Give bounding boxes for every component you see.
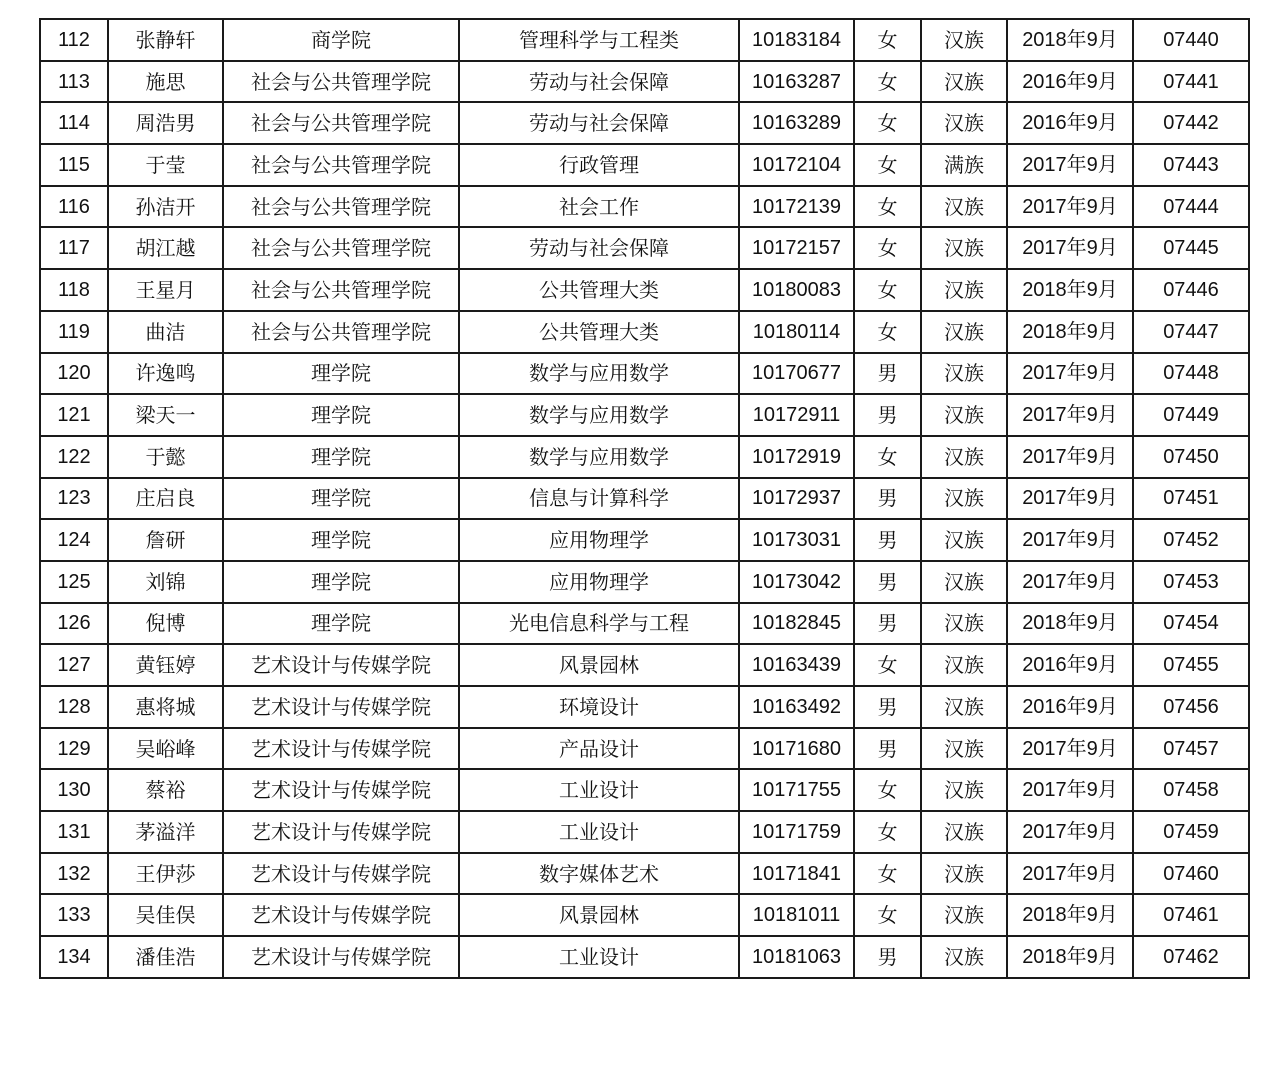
student-id-cell: 10173031	[739, 519, 854, 561]
major-cell: 风景园林	[459, 644, 739, 686]
college-cell: 艺术设计与传媒学院	[223, 894, 459, 936]
enrollment-date-cell: 2017年9月	[1007, 769, 1133, 811]
row-number-cell: 114	[40, 102, 108, 144]
table-row	[40, 561, 1249, 603]
enrollment-date-cell: 2016年9月	[1007, 686, 1133, 728]
gender-cell: 男	[854, 686, 921, 728]
table-row	[40, 269, 1249, 311]
college-cell: 艺术设计与传媒学院	[223, 769, 459, 811]
major-cell: 劳动与社会保障	[459, 102, 739, 144]
serial-number-cell: 07441	[1133, 61, 1249, 103]
gender-cell: 女	[854, 894, 921, 936]
row-number-cell: 132	[40, 853, 108, 895]
major-cell: 数字媒体艺术	[459, 853, 739, 895]
row-number-cell: 133	[40, 894, 108, 936]
student-name-cell: 刘锦	[108, 561, 223, 603]
major-cell: 工业设计	[459, 936, 739, 978]
table-row	[40, 853, 1249, 895]
enrollment-date-cell: 2017年9月	[1007, 227, 1133, 269]
student-name-cell: 张静轩	[108, 19, 223, 61]
serial-number-cell: 07446	[1133, 269, 1249, 311]
roster-body	[40, 19, 1249, 978]
enrollment-date-cell: 2018年9月	[1007, 269, 1133, 311]
enrollment-date-cell: 2017年9月	[1007, 728, 1133, 770]
student-id-cell: 10173042	[739, 561, 854, 603]
table-row	[40, 227, 1249, 269]
college-cell: 理学院	[223, 394, 459, 436]
serial-number-cell: 07459	[1133, 811, 1249, 853]
row-number-cell: 131	[40, 811, 108, 853]
student-name-cell: 许逸鸣	[108, 353, 223, 395]
college-cell: 艺术设计与传媒学院	[223, 644, 459, 686]
row-number-cell: 119	[40, 311, 108, 353]
ethnicity-cell: 汉族	[921, 686, 1007, 728]
enrollment-date-cell: 2018年9月	[1007, 19, 1133, 61]
serial-number-cell: 07462	[1133, 936, 1249, 978]
college-cell: 社会与公共管理学院	[223, 227, 459, 269]
row-number-cell: 115	[40, 144, 108, 186]
ethnicity-cell: 汉族	[921, 853, 1007, 895]
table-row	[40, 186, 1249, 228]
college-cell: 社会与公共管理学院	[223, 102, 459, 144]
ethnicity-cell: 汉族	[921, 811, 1007, 853]
enrollment-date-cell: 2017年9月	[1007, 853, 1133, 895]
row-number-cell: 121	[40, 394, 108, 436]
major-cell: 工业设计	[459, 811, 739, 853]
student-name-cell: 曲洁	[108, 311, 223, 353]
college-cell: 理学院	[223, 353, 459, 395]
gender-cell: 女	[854, 311, 921, 353]
gender-cell: 女	[854, 436, 921, 478]
student-id-cell: 10171759	[739, 811, 854, 853]
ethnicity-cell: 汉族	[921, 519, 1007, 561]
gender-cell: 女	[854, 102, 921, 144]
serial-number-cell: 07444	[1133, 186, 1249, 228]
row-number-cell: 125	[40, 561, 108, 603]
row-number-cell: 134	[40, 936, 108, 978]
gender-cell: 女	[854, 644, 921, 686]
student-id-cell: 10172937	[739, 478, 854, 520]
student-id-cell: 10181063	[739, 936, 854, 978]
student-id-cell: 10163289	[739, 102, 854, 144]
gender-cell: 男	[854, 478, 921, 520]
major-cell: 数学与应用数学	[459, 394, 739, 436]
ethnicity-cell: 汉族	[921, 394, 1007, 436]
gender-cell: 男	[854, 603, 921, 645]
student-name-cell: 施思	[108, 61, 223, 103]
serial-number-cell: 07443	[1133, 144, 1249, 186]
student-name-cell: 王星月	[108, 269, 223, 311]
table-row	[40, 353, 1249, 395]
student-name-cell: 吴峪峰	[108, 728, 223, 770]
college-cell: 理学院	[223, 561, 459, 603]
row-number-cell: 120	[40, 353, 108, 395]
row-number-cell: 112	[40, 19, 108, 61]
row-number-cell: 124	[40, 519, 108, 561]
major-cell: 产品设计	[459, 728, 739, 770]
table-row	[40, 519, 1249, 561]
table-row	[40, 478, 1249, 520]
major-cell: 应用物理学	[459, 519, 739, 561]
ethnicity-cell: 汉族	[921, 311, 1007, 353]
table-row	[40, 644, 1249, 686]
major-cell: 数学与应用数学	[459, 353, 739, 395]
enrollment-date-cell: 2017年9月	[1007, 478, 1133, 520]
serial-number-cell: 07449	[1133, 394, 1249, 436]
major-cell: 社会工作	[459, 186, 739, 228]
table-row	[40, 811, 1249, 853]
student-name-cell: 庄启良	[108, 478, 223, 520]
student-name-cell: 梁天一	[108, 394, 223, 436]
student-id-cell: 10180114	[739, 311, 854, 353]
gender-cell: 男	[854, 519, 921, 561]
table-row	[40, 728, 1249, 770]
serial-number-cell: 07460	[1133, 853, 1249, 895]
college-cell: 社会与公共管理学院	[223, 186, 459, 228]
college-cell: 社会与公共管理学院	[223, 269, 459, 311]
table-row	[40, 603, 1249, 645]
student-name-cell: 孙洁开	[108, 186, 223, 228]
student-id-cell: 10170677	[739, 353, 854, 395]
gender-cell: 男	[854, 936, 921, 978]
gender-cell: 女	[854, 144, 921, 186]
gender-cell: 女	[854, 186, 921, 228]
enrollment-date-cell: 2018年9月	[1007, 894, 1133, 936]
student-id-cell: 10172104	[739, 144, 854, 186]
college-cell: 理学院	[223, 519, 459, 561]
college-cell: 理学院	[223, 603, 459, 645]
major-cell: 公共管理大类	[459, 311, 739, 353]
row-number-cell: 130	[40, 769, 108, 811]
serial-number-cell: 07457	[1133, 728, 1249, 770]
college-cell: 艺术设计与传媒学院	[223, 728, 459, 770]
college-cell: 社会与公共管理学院	[223, 61, 459, 103]
student-id-cell: 10163439	[739, 644, 854, 686]
college-cell: 理学院	[223, 478, 459, 520]
enrollment-date-cell: 2017年9月	[1007, 144, 1133, 186]
enrollment-date-cell: 2018年9月	[1007, 603, 1133, 645]
major-cell: 行政管理	[459, 144, 739, 186]
ethnicity-cell: 汉族	[921, 561, 1007, 603]
major-cell: 风景园林	[459, 894, 739, 936]
serial-number-cell: 07447	[1133, 311, 1249, 353]
row-number-cell: 118	[40, 269, 108, 311]
table-row	[40, 19, 1249, 61]
gender-cell: 女	[854, 269, 921, 311]
gender-cell: 男	[854, 353, 921, 395]
ethnicity-cell: 汉族	[921, 19, 1007, 61]
table-row	[40, 394, 1249, 436]
serial-number-cell: 07455	[1133, 644, 1249, 686]
student-name-cell: 于懿	[108, 436, 223, 478]
student-id-cell: 10172911	[739, 394, 854, 436]
student-name-cell: 蔡裕	[108, 769, 223, 811]
student-id-cell: 10171841	[739, 853, 854, 895]
serial-number-cell: 07454	[1133, 603, 1249, 645]
serial-number-cell: 07442	[1133, 102, 1249, 144]
major-cell: 环境设计	[459, 686, 739, 728]
student-name-cell: 吴佳俣	[108, 894, 223, 936]
row-number-cell: 123	[40, 478, 108, 520]
table-row	[40, 936, 1249, 978]
major-cell: 工业设计	[459, 769, 739, 811]
enrollment-date-cell: 2016年9月	[1007, 61, 1133, 103]
serial-number-cell: 07440	[1133, 19, 1249, 61]
college-cell: 艺术设计与传媒学院	[223, 686, 459, 728]
college-cell: 社会与公共管理学院	[223, 311, 459, 353]
major-cell: 数学与应用数学	[459, 436, 739, 478]
enrollment-date-cell: 2018年9月	[1007, 311, 1133, 353]
student-id-cell: 10180083	[739, 269, 854, 311]
gender-cell: 女	[854, 853, 921, 895]
student-name-cell: 倪博	[108, 603, 223, 645]
gender-cell: 女	[854, 769, 921, 811]
row-number-cell: 117	[40, 227, 108, 269]
college-cell: 商学院	[223, 19, 459, 61]
major-cell: 劳动与社会保障	[459, 61, 739, 103]
student-name-cell: 詹研	[108, 519, 223, 561]
gender-cell: 女	[854, 61, 921, 103]
enrollment-date-cell: 2017年9月	[1007, 519, 1133, 561]
table-row	[40, 102, 1249, 144]
student-id-cell: 10183184	[739, 19, 854, 61]
enrollment-date-cell: 2017年9月	[1007, 394, 1133, 436]
ethnicity-cell: 汉族	[921, 353, 1007, 395]
row-number-cell: 126	[40, 603, 108, 645]
serial-number-cell: 07452	[1133, 519, 1249, 561]
major-cell: 管理科学与工程类	[459, 19, 739, 61]
gender-cell: 女	[854, 227, 921, 269]
college-cell: 理学院	[223, 436, 459, 478]
college-cell: 艺术设计与传媒学院	[223, 811, 459, 853]
ethnicity-cell: 汉族	[921, 769, 1007, 811]
row-number-cell: 113	[40, 61, 108, 103]
student-id-cell: 10181011	[739, 894, 854, 936]
enrollment-date-cell: 2016年9月	[1007, 644, 1133, 686]
student-id-cell: 10182845	[739, 603, 854, 645]
table-row	[40, 61, 1249, 103]
ethnicity-cell: 汉族	[921, 728, 1007, 770]
student-name-cell: 黄钰婷	[108, 644, 223, 686]
row-number-cell: 129	[40, 728, 108, 770]
ethnicity-cell: 汉族	[921, 186, 1007, 228]
student-name-cell: 潘佳浩	[108, 936, 223, 978]
major-cell: 信息与计算科学	[459, 478, 739, 520]
major-cell: 应用物理学	[459, 561, 739, 603]
ethnicity-cell: 汉族	[921, 644, 1007, 686]
student-name-cell: 王伊莎	[108, 853, 223, 895]
serial-number-cell: 07448	[1133, 353, 1249, 395]
enrollment-date-cell: 2018年9月	[1007, 936, 1133, 978]
student-name-cell: 于莹	[108, 144, 223, 186]
serial-number-cell: 07456	[1133, 686, 1249, 728]
ethnicity-cell: 汉族	[921, 227, 1007, 269]
ethnicity-cell: 汉族	[921, 269, 1007, 311]
enrollment-date-cell: 2017年9月	[1007, 436, 1133, 478]
major-cell: 公共管理大类	[459, 269, 739, 311]
student-roster-table	[39, 18, 1250, 979]
major-cell: 光电信息科学与工程	[459, 603, 739, 645]
student-id-cell: 10163287	[739, 61, 854, 103]
row-number-cell: 116	[40, 186, 108, 228]
student-name-cell: 周浩男	[108, 102, 223, 144]
ethnicity-cell: 满族	[921, 144, 1007, 186]
student-id-cell: 10171680	[739, 728, 854, 770]
table-row	[40, 144, 1249, 186]
ethnicity-cell: 汉族	[921, 936, 1007, 978]
ethnicity-cell: 汉族	[921, 61, 1007, 103]
student-name-cell: 惠将城	[108, 686, 223, 728]
row-number-cell: 128	[40, 686, 108, 728]
enrollment-date-cell: 2017年9月	[1007, 811, 1133, 853]
college-cell: 艺术设计与传媒学院	[223, 936, 459, 978]
enrollment-date-cell: 2017年9月	[1007, 353, 1133, 395]
table-row	[40, 311, 1249, 353]
ethnicity-cell: 汉族	[921, 102, 1007, 144]
student-id-cell: 10172919	[739, 436, 854, 478]
ethnicity-cell: 汉族	[921, 603, 1007, 645]
serial-number-cell: 07450	[1133, 436, 1249, 478]
enrollment-date-cell: 2017年9月	[1007, 561, 1133, 603]
table-row	[40, 894, 1249, 936]
gender-cell: 女	[854, 811, 921, 853]
gender-cell: 男	[854, 394, 921, 436]
row-number-cell: 122	[40, 436, 108, 478]
table-row	[40, 769, 1249, 811]
serial-number-cell: 07453	[1133, 561, 1249, 603]
ethnicity-cell: 汉族	[921, 894, 1007, 936]
serial-number-cell: 07458	[1133, 769, 1249, 811]
row-number-cell: 127	[40, 644, 108, 686]
gender-cell: 男	[854, 561, 921, 603]
serial-number-cell: 07451	[1133, 478, 1249, 520]
college-cell: 艺术设计与传媒学院	[223, 853, 459, 895]
college-cell: 社会与公共管理学院	[223, 144, 459, 186]
gender-cell: 女	[854, 19, 921, 61]
table-row	[40, 686, 1249, 728]
ethnicity-cell: 汉族	[921, 436, 1007, 478]
enrollment-date-cell: 2016年9月	[1007, 102, 1133, 144]
ethnicity-cell: 汉族	[921, 478, 1007, 520]
student-name-cell: 胡江越	[108, 227, 223, 269]
enrollment-date-cell: 2017年9月	[1007, 186, 1133, 228]
student-id-cell: 10171755	[739, 769, 854, 811]
major-cell: 劳动与社会保障	[459, 227, 739, 269]
student-id-cell: 10172139	[739, 186, 854, 228]
student-id-cell: 10163492	[739, 686, 854, 728]
table-row	[40, 436, 1249, 478]
student-name-cell: 茅溢洋	[108, 811, 223, 853]
student-id-cell: 10172157	[739, 227, 854, 269]
serial-number-cell: 07445	[1133, 227, 1249, 269]
serial-number-cell: 07461	[1133, 894, 1249, 936]
gender-cell: 男	[854, 728, 921, 770]
